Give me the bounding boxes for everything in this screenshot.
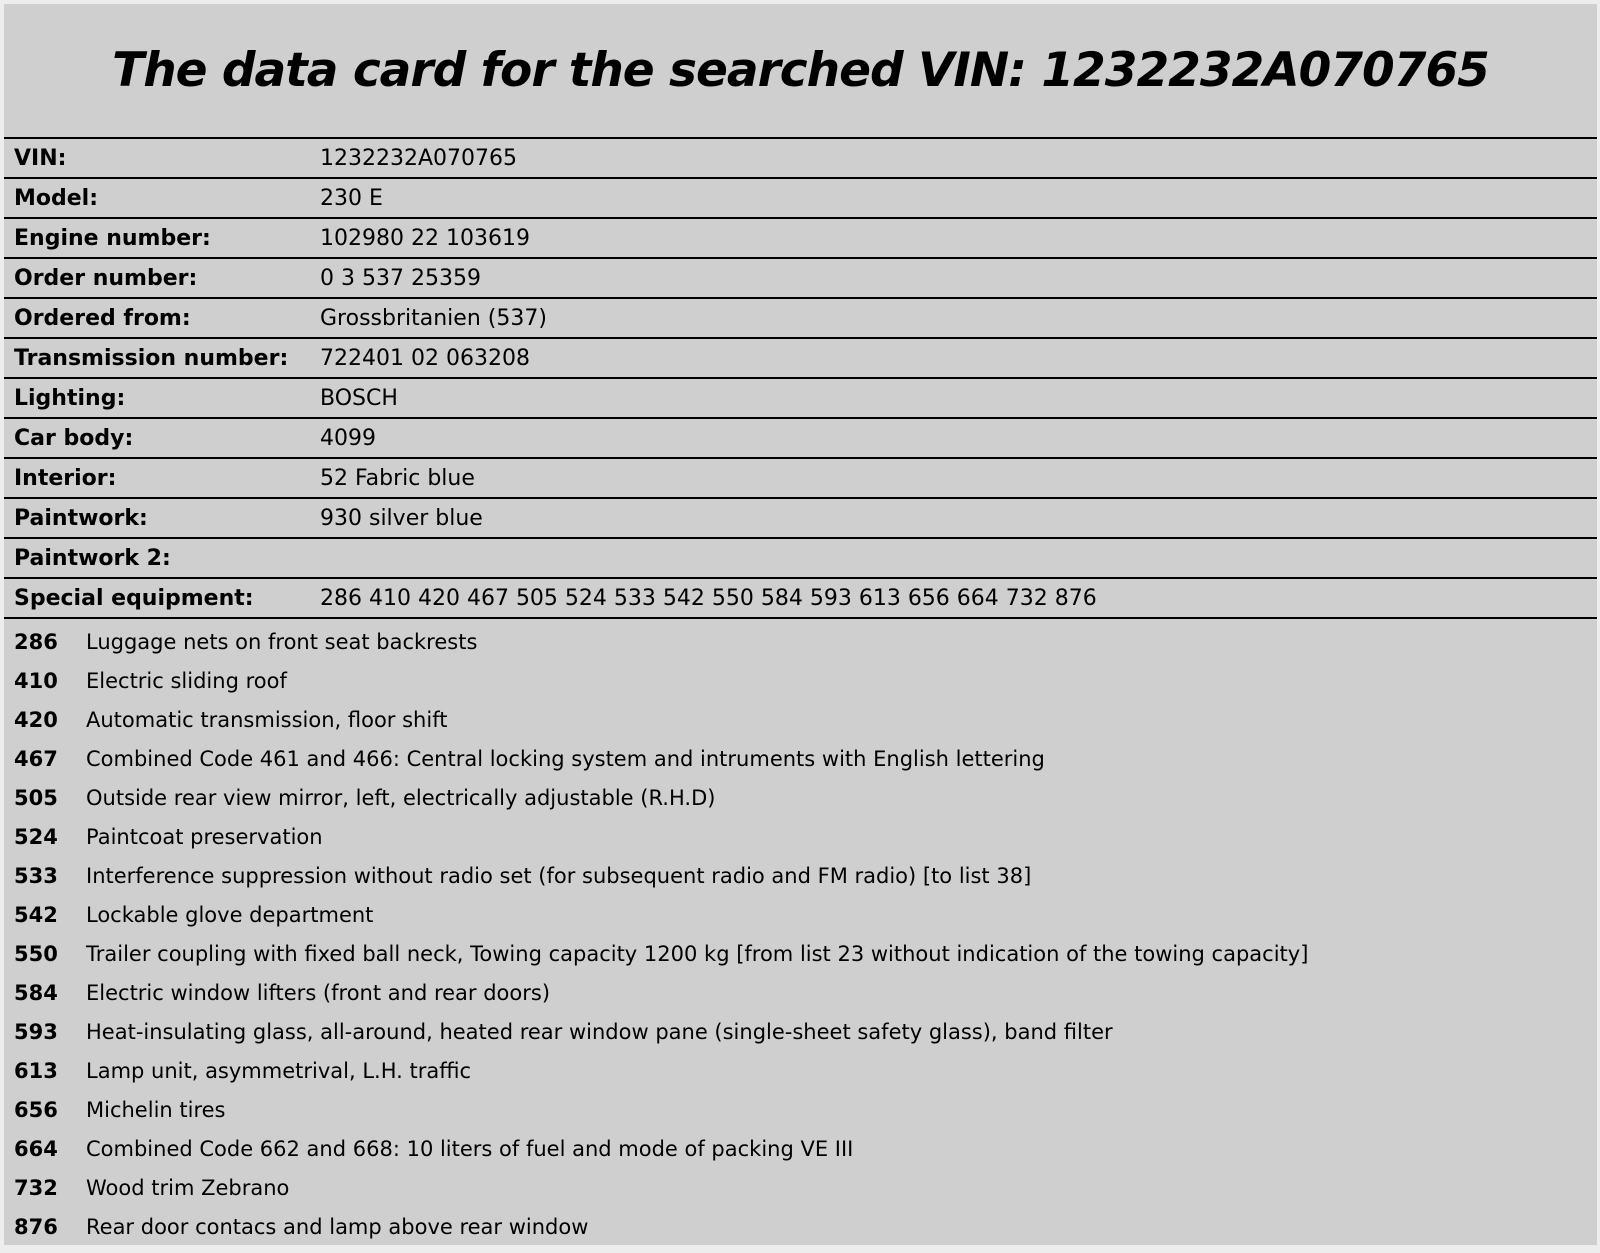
field-label: VIN:: [14, 145, 67, 171]
equipment-code-row: [4, 934, 1597, 973]
data-card-row: [4, 578, 1597, 618]
data-card-table-body: [4, 138, 1597, 618]
equipment-code-row: [4, 817, 1597, 856]
equipment-code: 593: [14, 1019, 58, 1044]
equipment-code-row: [4, 1207, 1597, 1245]
data-card-row: [4, 218, 1597, 258]
equipment-code: 656: [14, 1097, 58, 1122]
field-label: Ordered from:: [14, 305, 191, 331]
data-card-row: [4, 178, 1597, 218]
equipment-description: Combined Code 662 and 668: 10 liters of fuel and mode of packing VE III: [86, 1136, 854, 1161]
equipment-code: 542: [14, 902, 58, 927]
equipment-code-row: [4, 973, 1597, 1012]
equipment-description: Heat-insulating glass, all-around, heated rear window pane (single-sheet safety glass), band filter: [86, 1019, 1113, 1044]
equipment-code-row: [4, 1012, 1597, 1051]
field-label: Engine number:: [14, 225, 211, 251]
data-card-row: [4, 458, 1597, 498]
equipment-description: Trailer coupling with fixed ball neck, Towing capacity 1200 kg [from list 23 without indication of the towing capacity]: [86, 941, 1309, 966]
equipment-code: 664: [14, 1136, 58, 1161]
equipment-code-list: [4, 619, 1597, 1245]
equipment-description: Michelin tires: [86, 1097, 226, 1122]
equipment-code: 732: [14, 1175, 58, 1200]
equipment-code-row: [4, 700, 1597, 739]
field-label: Lighting:: [14, 385, 126, 411]
equipment-description: Paintcoat preservation: [86, 824, 323, 849]
equipment-description: Outside rear view mirror, left, electrically adjustable (R.H.D): [86, 785, 716, 810]
field-value: BOSCH: [320, 385, 398, 411]
equipment-code: 420: [14, 707, 58, 732]
field-label: Special equipment:: [14, 585, 254, 611]
equipment-description: Automatic transmission, floor shift: [86, 707, 448, 732]
equipment-description: Combined Code 461 and 466: Central locking system and intruments with English lettering: [86, 746, 1045, 771]
equipment-description: Luggage nets on front seat backrests: [86, 629, 478, 654]
equipment-code: 613: [14, 1058, 58, 1083]
field-value: 930 silver blue: [320, 505, 483, 531]
field-value: 286 410 420 467 505 524 533 542 550 584 593 613 656 664 732 876: [320, 585, 1097, 611]
equipment-code-row: [4, 622, 1597, 661]
equipment-code-row: [4, 778, 1597, 817]
equipment-code: 550: [14, 941, 58, 966]
field-value: Grossbritanien (537): [320, 305, 547, 331]
field-label: Car body:: [14, 425, 134, 451]
equipment-code: 524: [14, 824, 58, 849]
data-card-row: [4, 378, 1597, 418]
equipment-code: 467: [14, 746, 58, 771]
field-label: Transmission number:: [14, 345, 289, 371]
equipment-description: Wood trim Zebrano: [86, 1175, 290, 1200]
equipment-code-row: [4, 739, 1597, 778]
field-label: Order number:: [14, 265, 198, 291]
data-card-row: [4, 298, 1597, 338]
field-value: 102980 22 103619: [320, 225, 530, 251]
equipment-description: Electric window lifters (front and rear doors): [86, 980, 551, 1005]
equipment-code: 286: [14, 629, 58, 654]
field-value: 0 3 537 25359: [320, 265, 481, 291]
equipment-code: 876: [14, 1214, 58, 1239]
equipment-code: 584: [14, 980, 58, 1005]
data-card-row: [4, 538, 1597, 578]
field-value: 4099: [320, 425, 376, 451]
data-card-row: [4, 418, 1597, 458]
page-title: The data card for the searched VIN: 1232232A070765: [112, 43, 1489, 98]
equipment-description: Lamp unit, asymmetrival, L.H. traffic: [86, 1058, 472, 1083]
field-value: 1232232A070765: [320, 145, 518, 171]
data-card-page: [4, 4, 1597, 1245]
equipment-description: Lockable glove department: [86, 902, 374, 927]
field-value: 52 Fabric blue: [320, 465, 475, 491]
field-value: 230 E: [320, 185, 383, 211]
equipment-code: 505: [14, 785, 58, 810]
data-card-row: [4, 498, 1597, 538]
field-label: Model:: [14, 185, 99, 211]
page-header: [4, 4, 1597, 137]
data-card-row: [4, 258, 1597, 298]
field-label: Interior:: [14, 465, 117, 491]
data-card-table: [4, 137, 1597, 619]
equipment-description: Rear door contacs and lamp above rear window: [86, 1214, 589, 1239]
equipment-code: 533: [14, 863, 58, 888]
equipment-code: 410: [14, 668, 58, 693]
field-value: [320, 538, 1597, 578]
equipment-description: Electric sliding roof: [86, 668, 287, 693]
equipment-description: Interference suppression without radio set (for subsequent radio and FM radio) [to list 38]: [86, 863, 1032, 888]
field-value: 722401 02 063208: [320, 345, 530, 371]
field-label: Paintwork 2:: [14, 545, 171, 571]
data-card-row: [4, 138, 1597, 178]
equipment-code-row: [4, 1051, 1597, 1090]
equipment-code-row: [4, 856, 1597, 895]
equipment-code-row: [4, 1129, 1597, 1168]
equipment-code-row: [4, 1168, 1597, 1207]
equipment-code-row: [4, 661, 1597, 700]
field-label: Paintwork:: [14, 505, 148, 531]
equipment-code-row: [4, 1090, 1597, 1129]
equipment-code-row: [4, 895, 1597, 934]
data-card-row: [4, 338, 1597, 378]
